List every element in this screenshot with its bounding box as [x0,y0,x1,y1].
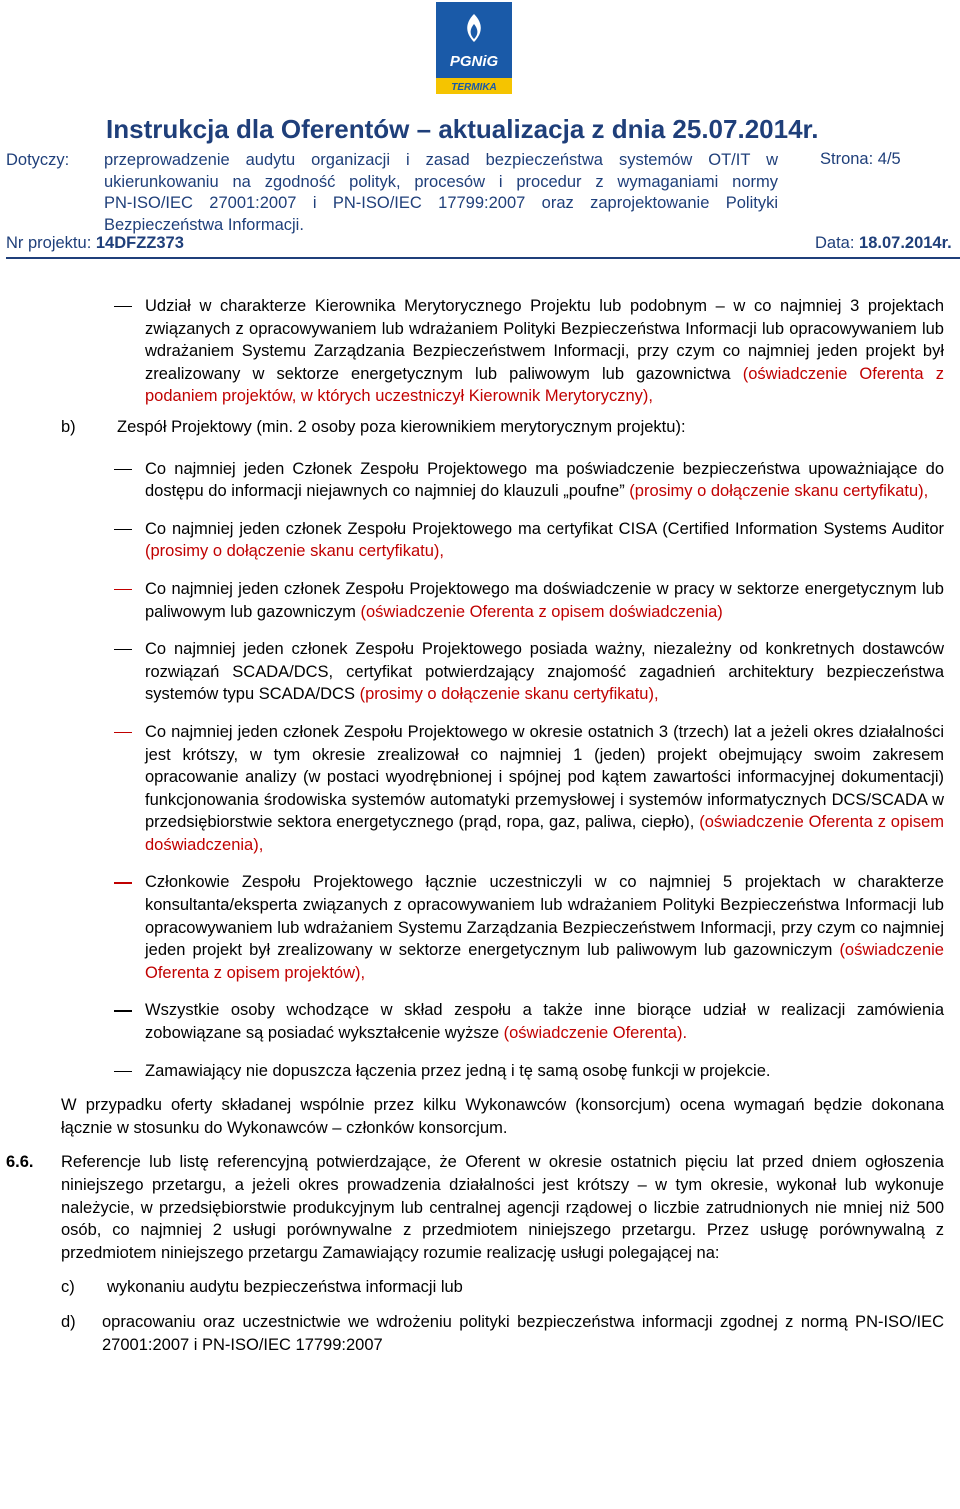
list-item: Co najmniej jeden członek Zespołu Projektowego w okresie ostatnich 3 (trzech) lat a jeżeli okres działalności jest krótszy, w tym okresie zrealizował co najmniej 1 (jeden) projekt obejmujący swoim zakresem opracowanie analizy (w postaci wyodrębnionej i spójnej pod kątem zawartości informacyjnej dokumentacji) funkcjonowania środowiska systemów automatyki przemysłowej i systemów informatycznych DCS/SCADA w przedsiębiorstwie sektora energetycznego (prąd, ropa, gaz, paliwa, ciepło), (oświadczenie Oferenta z opisem doświadczenia), [0,721,960,857]
consortium-paragraph: W przypadku oferty składanej wspólnie przez kilku Wykonawców (konsorcjum) ocena wymagań będzie dokonana łącznie w stosunku do Wykonawców – członków konsorcjum. [61,1096,944,1137]
section-b: b) Zespół Projektowy (min. 2 osoby poza kierownikiem merytorycznym projektu): [61,417,686,436]
subject-line: ukierunkowaniu na zgodność polityk, procesów i procedur z wymaganiami normy [104,172,778,191]
dash-bullet [114,1071,132,1072]
dash-bullet [114,306,132,307]
list-item: Zamawiający nie dopuszcza łączenia przez jedną i tę samą osobę funkcji w projekcie. [0,1060,960,1083]
section-6-6: 6.6. Referencje lub listę referencyjną potwierdzające, że Oferent w okresie ostatnich pięciu lat przed dniem ogłoszenia niniejszego przetargu, a jeżeli okres prowadzenia działalności jest krótszy – w tym okresie, wykonał lub wykonuje należycie, w przedsiębiorstwie produkcyjnym lub centralnej agencji rządowej o liczbie zatrudnionych nie mniej niż 500 osób, co najmniej 2 usługi porównywalne z przedmiotem niniejszego przetargu. Przez usługę porównywalną z przedmiotem niniejszego przetargu Zamawiający rozumie realizację usługi polegającej na: [6,1153,944,1262]
svg-text:TERMIKA: TERMIKA [451,82,497,93]
list-item: Co najmniej jeden członek Zespołu Projektowego posiada ważny, niezależny od konkretnych dostawców rozwiązań SCADA/DCS, certyfikat potwierdzający znajomość zagadnień architektury bezpieczeństwa systemów typu SCADA/DCS (prosimy o dołączenie skanu certyfikatu), [0,638,960,706]
svg-text:PGNiG: PGNiG [449,53,499,70]
list-item: Co najmniej jeden Członek Zespołu Projektowego ma poświadczenie bezpieczeństwa upoważniające do dostępu do informacji niejawnych co najmniej do klauzuli „poufne” (prosimy o dołączenie skanu certyfikatu), [0,458,960,503]
document-date: Data: 18.07.2014r. [815,234,952,252]
subject-line: PN-ISO/IEC 27001:2007 i PN-ISO/IEC 17799:2007 oraz zaprojektowanie Polityki [104,194,778,212]
dash-bullet [114,589,132,590]
dash-bullet [114,882,132,883]
list-item: Udział w charakterze Kierownika Merytorycznego Projektu lub podobnym – w co najmniej 3 projektach związanych z opracowywaniem lub wdrażaniem Polityki Bezpieczeństwa Informacji lub opracowywaniem lub wdrażaniem Systemu Zarządzania Bezpieczeństwem Informacji, przy czym co najmniej jeden projekt był zrealizowany w sektorze energetycznym lub paliwowym lub gazownictwa (oświadczenie Oferenta z podaniem projektów, w których uczestniczył Kierownik Merytoryczny), [0,295,960,408]
pgnig-termika-logo [436,2,512,94]
dash-bullet [114,469,132,470]
header-divider [6,257,960,259]
list-item: Członkowie Zespołu Projektowego łącznie uczestniczyli w co najmniej 5 projektach w charakterze konsultanta/eksperta związanych z opracowywaniem lub wdrażaniem Polityki Bezpieczeństwa Informacji lub opracowywaniem lub wdrażaniem Systemu Zarządzania Bezpieczeństwem Informacji, przy czym co najmniej jeden projekt był zrealizowany w sektorze energetycznym lub paliwowym lub gazowniczym (oświadczenie Oferenta z opisem projektów), [0,871,960,984]
document-body [0,295,960,1371]
list-item: Co najmniej jeden członek Zespołu Projektowego ma certyfikat CISA (Certified Information Systems Auditor (prosimy o dołączenie skanu certyfikatu), [0,518,960,563]
item-d: d) opracowaniu oraz uczestnictwie we wdrożeniu polityki bezpieczeństwa informacji zgodnej z normą PN-ISO/IEC 27001:2007 i PN-ISO/IEC 17799:2007 [61,1312,944,1354]
subject-text [104,150,778,236]
dash-bullet [114,649,132,650]
subject-line: przeprowadzenie audytu organizacji i zasad bezpieczeństwa systemów OT/IT w [104,151,778,169]
document-title: Instrukcja dla Oferentów – aktualizacja z dnia 25.07.2014r. [106,114,819,144]
dash-bullet [114,529,132,530]
dash-bullet [114,1010,132,1011]
dash-bullet [114,732,132,733]
page-number: Strona: 4/5 [820,150,901,168]
subject-label: Dotyczy: [6,151,70,169]
list-item: Wszystkie osoby wchodzące w skład zespołu a także inne biorące udział w realizacji zamówienia zobowiązane są posiadać wykształcenie wyższe (oświadczenie Oferenta). [0,999,960,1044]
subject-line: Bezpieczeństwa Informacji. [104,215,304,234]
list-item: Co najmniej jeden członek Zespołu Projektowego ma doświadczenie w pracy w sektorze energetycznym lub paliwowym lub gazowniczym (oświadczenie Oferenta z opisem doświadczenia) [0,578,960,623]
item-c: c) wykonaniu audytu bezpieczeństwa informacji lub [61,1278,463,1297]
project-number: Nr projektu: 14DFZZ373 [6,234,184,252]
